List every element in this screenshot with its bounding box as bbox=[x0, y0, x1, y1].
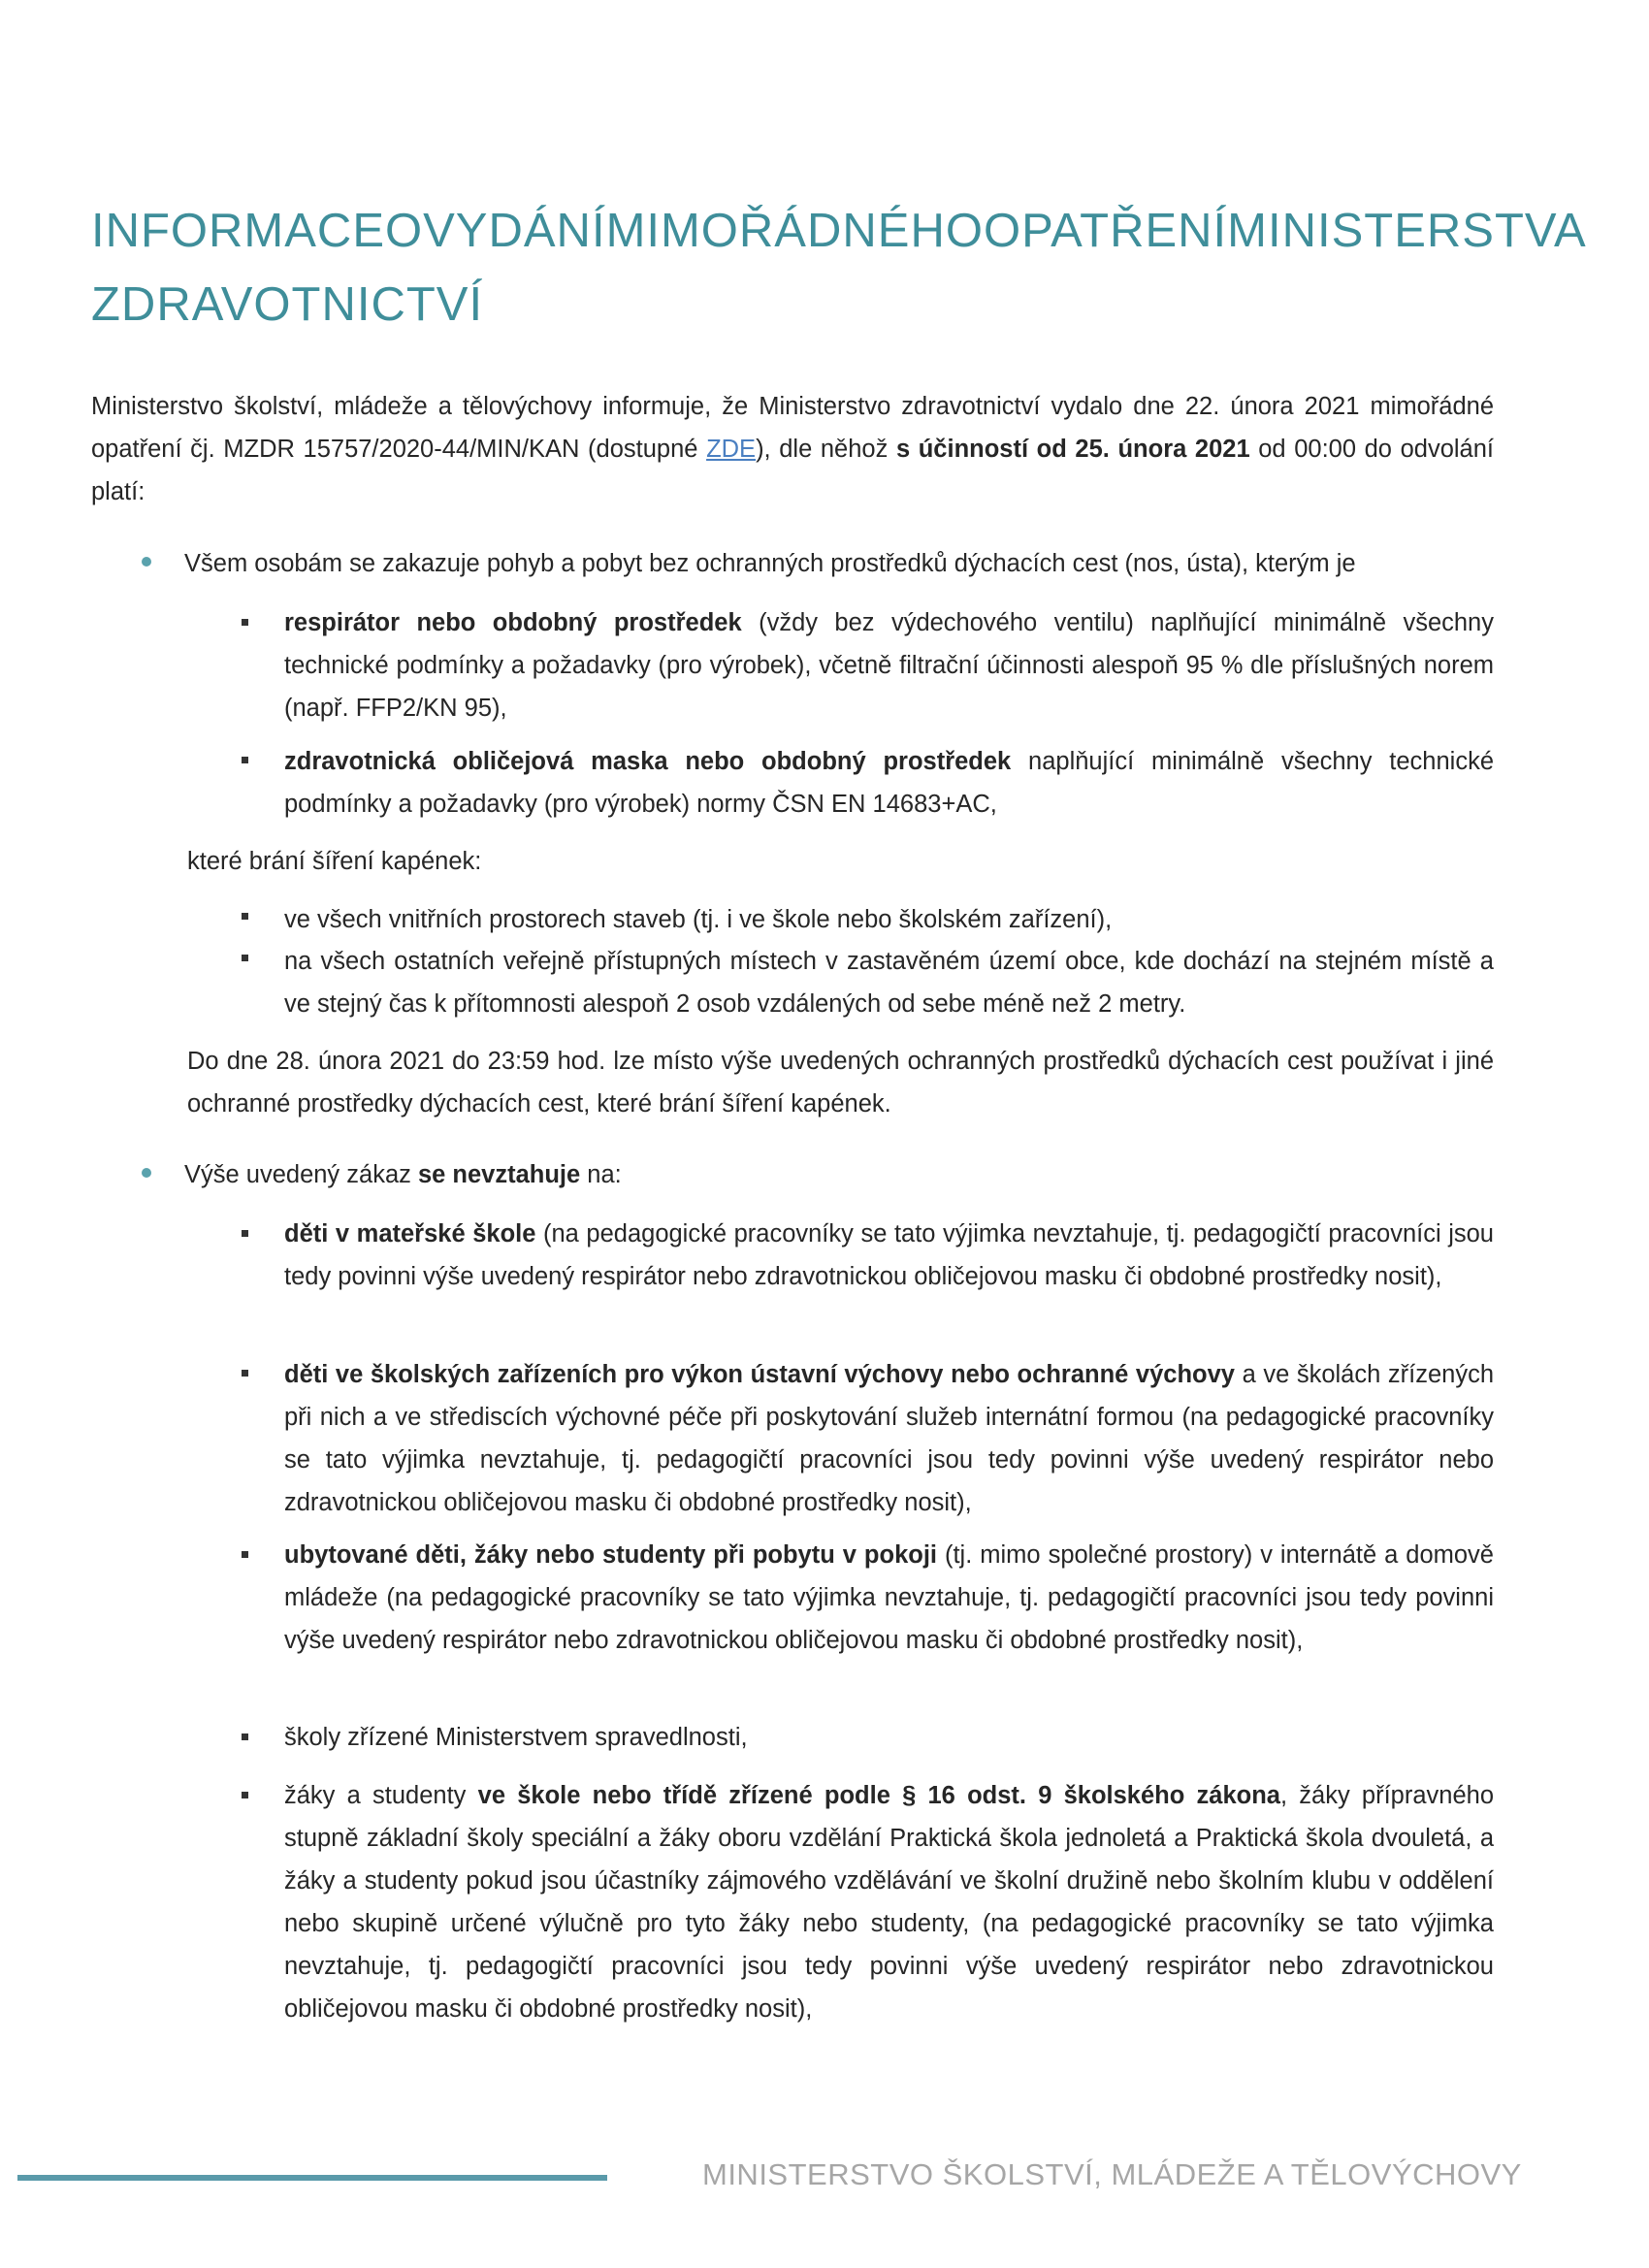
title-word: OPATŘENÍ bbox=[983, 205, 1228, 257]
list-item: ve všech vnitřních prostorech staveb (tj. i ve škole nebo školském zařízení), bbox=[284, 906, 1113, 933]
item-text: a ve školách zřízených při nich a ve střediscích výchovné péče při poskytování služeb internátní formou (na pedagogické pracovníky se tato výjimka nevztahuje, tj. pedagogičtí pracovníci jsou tedy povinni výše uvedený respirátor nebo zdravotnickou obličejovou masku či obdobné prostředky nosit), bbox=[284, 1361, 1494, 1516]
bullet-dot bbox=[142, 557, 151, 567]
document-title bbox=[91, 194, 1587, 341]
item-bold: děti v mateřské škole bbox=[284, 1220, 536, 1247]
list-item bbox=[284, 1213, 1494, 1298]
square-bullet bbox=[242, 619, 248, 626]
bullet-bold: se nevztahuje bbox=[417, 1161, 581, 1188]
square-bullet bbox=[242, 1551, 248, 1558]
square-bullet bbox=[242, 1370, 248, 1377]
list-item: na všech ostatních veřejně přístupných místech v zastavěném území obce, kde dochází na stejném místě a ve stejný čas k přítomnosti alespoň 2 osob vzdálených od sebe méně než 2 metry. bbox=[284, 948, 1494, 1018]
list-item bbox=[284, 1534, 1494, 1662]
intro-paragraph bbox=[91, 385, 1494, 513]
intro-text: od 00:00 do odvolání platí: bbox=[91, 436, 1494, 505]
square-bullet bbox=[242, 1733, 248, 1740]
square-bullet bbox=[242, 1230, 248, 1237]
item-bold: zdravotnická obličejová maska nebo obdobný prostředek bbox=[284, 748, 1012, 775]
section2-bullet bbox=[184, 1153, 1494, 1196]
intro-text: ), dle něhož bbox=[756, 436, 896, 463]
document-link[interactable]: ZDE bbox=[706, 436, 757, 463]
list-item bbox=[284, 1716, 1494, 1759]
item-text: (tj. mimo společné prostory) v internátě a domově mládeže (na pedagogické pracovníky se tato výjimka nevztahuje, tj. pedagogičtí pracovníci jsou tedy povinni výše uvedený respirátor nebo zdravotnickou obličejovou masku či obdobné prostředky nosit), bbox=[284, 1541, 1494, 1654]
item-bold: ubytované děti, žáky nebo studenty při pobytu v pokoji bbox=[284, 1541, 937, 1569]
list-item bbox=[284, 1353, 1494, 1524]
square-bullet bbox=[242, 913, 248, 920]
item-text: , žáky přípravného stupně základní školy speciální a žáky oboru vzdělání Praktická škola jednoletá a Praktická škola dvouletá, a žáky a studenty pokud jsou účastníky zájmového vzdělávání ve školní družině nebo školním klubu v oddělení nebo skupině určené výlučně pro tyto žáky nebo studenty, (na pedagogické pracovníky se tato výjimka nevztahuje, tj. pedagogičtí pracovníci jsou tedy povinni výše uvedený respirátor nebo zdravotnickou obličejovou masku či obdobné prostředky nosit), bbox=[284, 1782, 1494, 2023]
effective-date: s účinností od 25. února 2021 bbox=[895, 436, 1250, 463]
square-bullet bbox=[242, 955, 248, 961]
title-word: VYDÁNÍ bbox=[423, 205, 606, 257]
bullet-dot bbox=[142, 1168, 151, 1178]
square-bullet bbox=[242, 757, 248, 763]
title-word: O bbox=[385, 205, 424, 257]
item-text: školy zřízené Ministerstvem spravedlnosti, bbox=[284, 1724, 748, 1751]
title-word: MINISTERSTVA bbox=[1227, 205, 1587, 257]
list-item bbox=[284, 740, 1494, 826]
intro-text: Ministerstvo školství, mládeže a tělovýchovy informuje, že Ministerstvo zdravotnictví vydalo dne 22. února 2021 mimořádné opatření čj. MZDR 15757/2020-44/MIN/KAN (dostupné bbox=[91, 393, 1494, 463]
item-bold: respirátor nebo obdobný prostředek bbox=[284, 609, 742, 636]
bullet-text: na: bbox=[580, 1161, 622, 1188]
title-line-2: ZDRAVOTNICTVÍ bbox=[91, 278, 484, 331]
item-text: (na pedagogické pracovníky se tato výjimka nevztahuje, tj. pedagogičtí pracovníci jsou tedy povinni výše uvedený respirátor nebo zdravotnickou obličejovou masku či obdobné prostředky nosit), bbox=[284, 1220, 1494, 1290]
item-text: (vždy bez výdechového ventilu) naplňující minimálně všechny technické podmínky a požadavky (pro výrobek), včetně filtrační účinnosti alespoň 95 % dle příslušných norem (např. FFP2/KN 95), bbox=[284, 609, 1494, 722]
note-paragraph: Do dne 28. února 2021 do 23:59 hod. lze místo výše uvedených ochranných prostředků dýchacích cest používat i jiné ochranné prostředky dýchacích cest, které brání šíření kapének. bbox=[187, 1048, 1494, 1118]
list-item bbox=[284, 601, 1494, 729]
section1-bullet: Všem osobám se zakazuje pohyb a pobyt bez ochranných prostředků dýchacích cest (nos, ústa), kterým je bbox=[184, 550, 1356, 577]
item-text: žáky a studenty bbox=[284, 1782, 478, 1809]
item-text: naplňující minimálně všechny technické podmínky a požadavky (pro výrobek) normy ČSN EN 14683+AC, bbox=[284, 748, 1494, 818]
title-word: MIMOŘÁDNÉHO bbox=[605, 205, 984, 257]
square-bullet bbox=[242, 1792, 248, 1798]
footer-ministry-name: MINISTERSTVO ŠKOLSTVÍ, MLÁDEŽE A TĚLOVÝCHOVY bbox=[702, 2157, 1522, 2191]
item-bold: ve škole nebo třídě zřízené podle § 16 odst. 9 školského zákona bbox=[477, 1782, 1280, 1809]
item-bold: děti ve školských zařízeních pro výkon ústavní výchovy nebo ochranné výchovy bbox=[284, 1361, 1235, 1388]
title-line-1 bbox=[91, 194, 1587, 268]
footer-rule bbox=[17, 2175, 607, 2181]
which-text: které brání šíření kapének: bbox=[187, 848, 482, 875]
list-item bbox=[284, 1774, 1494, 2030]
bullet-text: Výše uvedený zákaz bbox=[184, 1161, 418, 1188]
title-word: INFORMACE bbox=[91, 205, 385, 257]
